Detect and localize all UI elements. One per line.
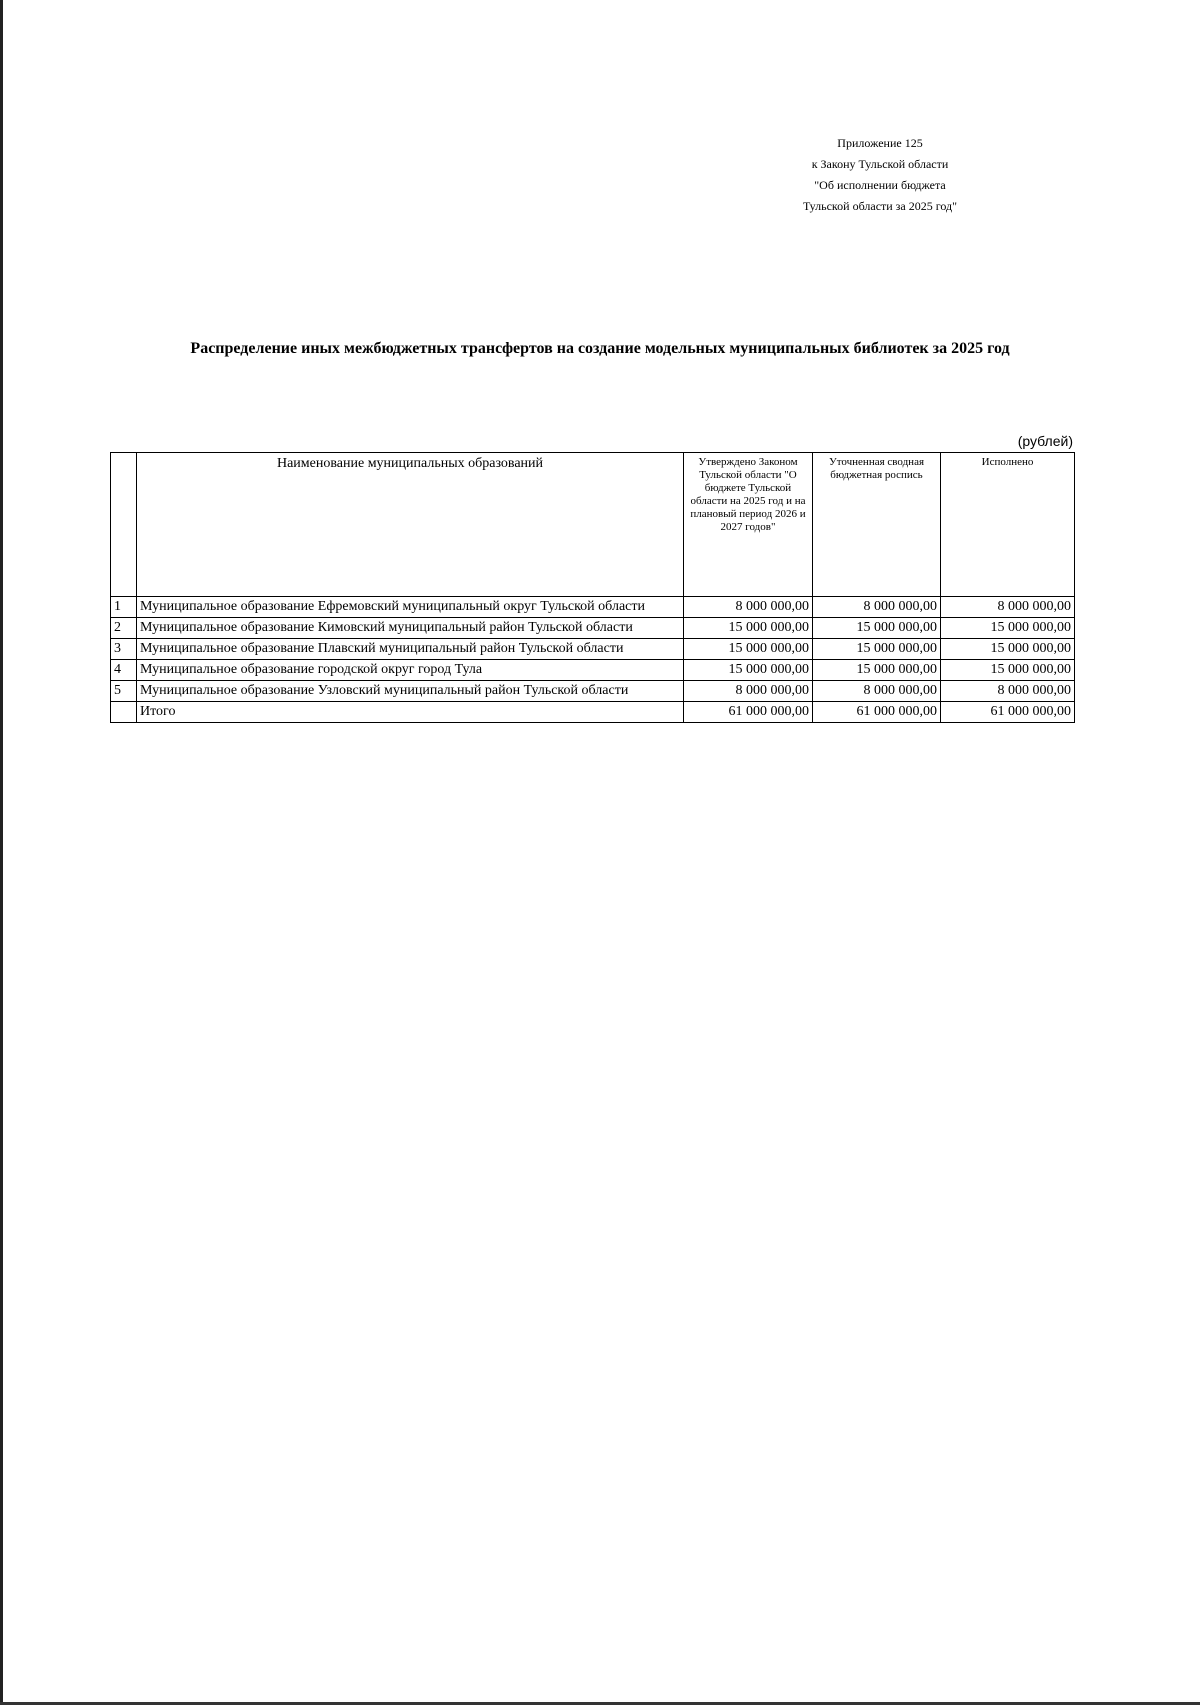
row-name: Муниципальное образование Ефремовский муниципальный округ Тульской области [137, 597, 684, 618]
row-refined: 8 000 000,00 [813, 681, 941, 702]
row-approved: 15 000 000,00 [684, 660, 813, 681]
table-header-row [111, 453, 1075, 597]
table-row [111, 660, 1075, 681]
total-row [111, 702, 1075, 723]
total-label: Итого [137, 702, 684, 723]
header-approved: Утверждено Законом Тульской области "О бюджете Тульской области на 2025 год и на плановый период 2026 и 2027 годов" [684, 453, 813, 597]
row-number: 4 [111, 660, 137, 681]
scan-left-edge [0, 0, 3, 1705]
row-refined: 15 000 000,00 [813, 660, 941, 681]
row-name: Муниципальное образование Плавский муниципальный район Тульской области [137, 639, 684, 660]
row-name: Муниципальное образование городской округ город Тула [137, 660, 684, 681]
row-approved: 15 000 000,00 [684, 639, 813, 660]
table-row [111, 681, 1075, 702]
row-approved: 8 000 000,00 [684, 681, 813, 702]
row-number: 3 [111, 639, 137, 660]
appendix-line-2: к Закону Тульской области [811, 157, 949, 171]
row-executed: 8 000 000,00 [941, 597, 1075, 618]
total-approved: 61 000 000,00 [684, 702, 813, 723]
total-number [111, 702, 137, 723]
row-executed: 15 000 000,00 [941, 660, 1075, 681]
row-number: 5 [111, 681, 137, 702]
transfers-table [110, 452, 1075, 723]
table-row [111, 639, 1075, 660]
row-executed: 8 000 000,00 [941, 681, 1075, 702]
row-approved: 15 000 000,00 [684, 618, 813, 639]
row-number: 1 [111, 597, 137, 618]
row-refined: 15 000 000,00 [813, 639, 941, 660]
appendix-line-1: Приложение 125 [837, 136, 923, 150]
table-row [111, 597, 1075, 618]
total-executed: 61 000 000,00 [941, 702, 1075, 723]
units-label: (рублей) [1017, 433, 1073, 449]
document-title: Распределение иных межбюджетных трансфертов на создание модельных муниципальных библиотек за 2025 год [190, 340, 1010, 357]
header-name: Наименование муниципальных образований [137, 453, 684, 597]
header-refined: Уточненная сводная бюджетная роспись [813, 453, 941, 597]
header-number [111, 453, 137, 597]
row-refined: 8 000 000,00 [813, 597, 941, 618]
row-name: Муниципальное образование Кимовский муниципальный район Тульской области [137, 618, 684, 639]
row-refined: 15 000 000,00 [813, 618, 941, 639]
header-executed: Исполнено [941, 453, 1075, 597]
row-executed: 15 000 000,00 [941, 618, 1075, 639]
row-executed: 15 000 000,00 [941, 639, 1075, 660]
appendix-line-4: Тульской области за 2025 год" [802, 199, 958, 213]
row-approved: 8 000 000,00 [684, 597, 813, 618]
total-refined: 61 000 000,00 [813, 702, 941, 723]
appendix-note [760, 133, 1000, 217]
row-name: Муниципальное образование Узловский муниципальный район Тульской области [137, 681, 684, 702]
appendix-line-3: "Об исполнении бюджета [814, 178, 946, 192]
row-number: 2 [111, 618, 137, 639]
table-row [111, 618, 1075, 639]
